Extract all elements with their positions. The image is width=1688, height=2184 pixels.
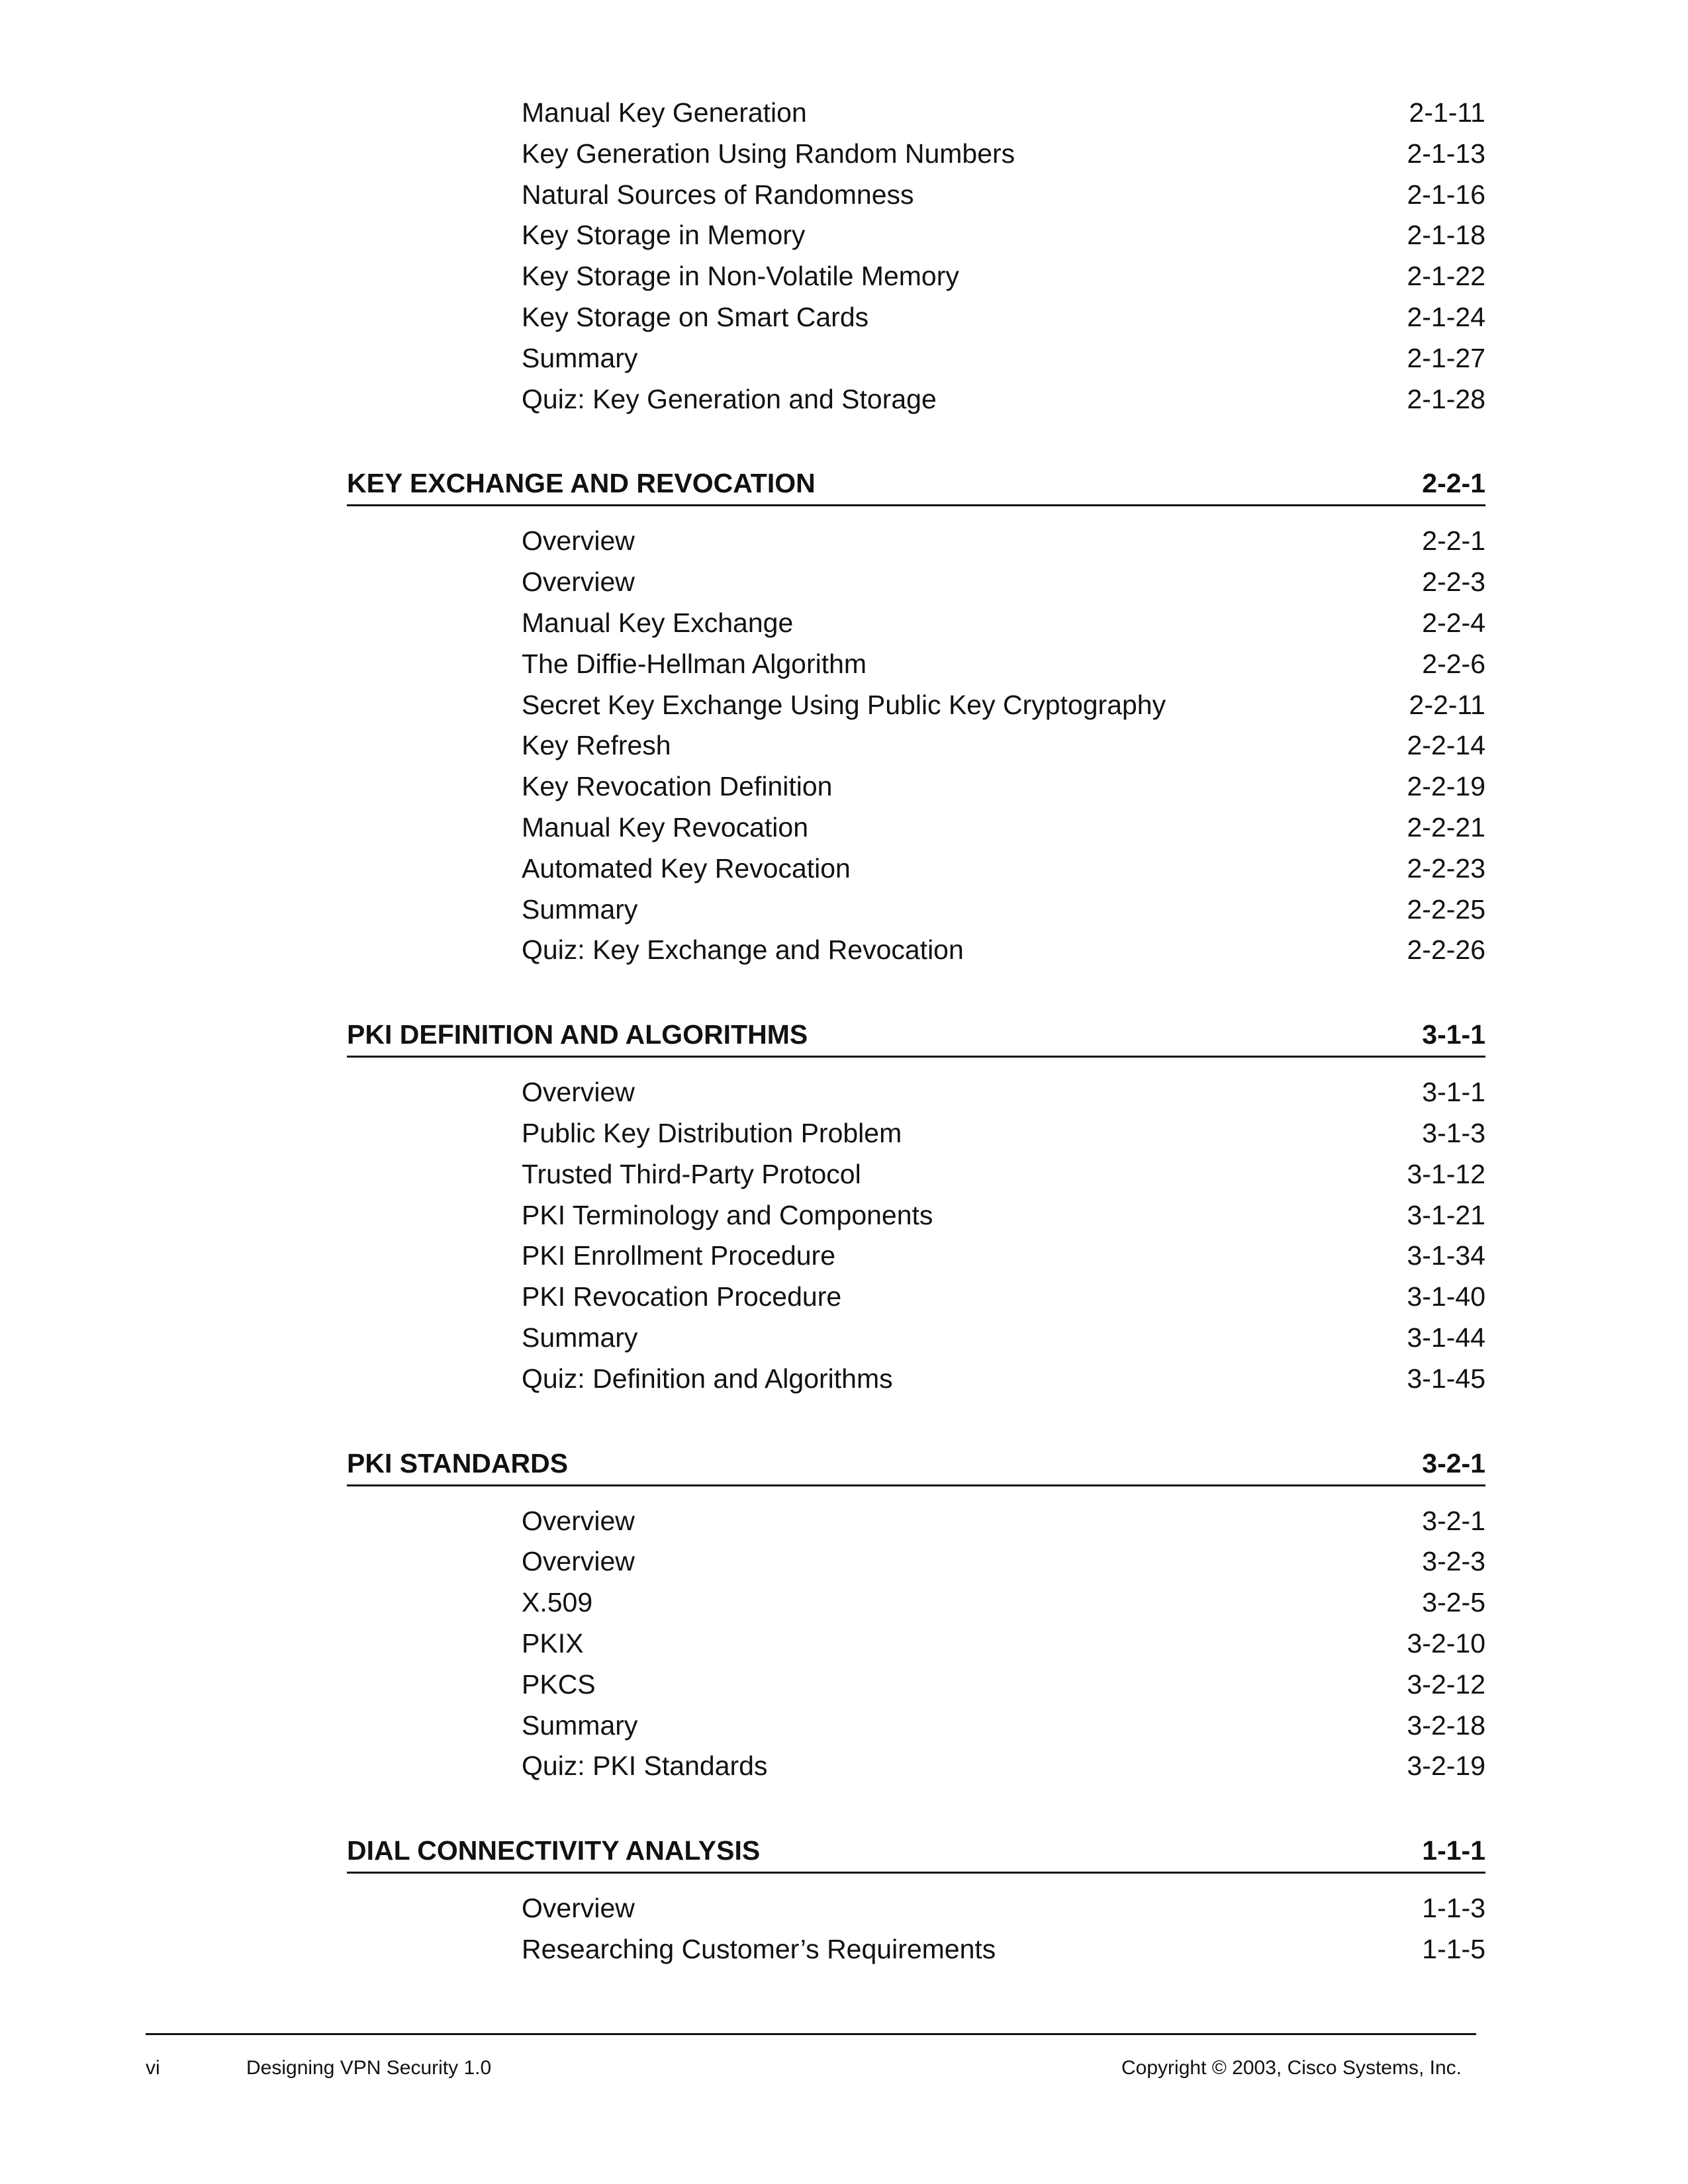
entry-page-number: 3-2-19 [1407,1751,1485,1782]
entry-title: Summary [522,893,638,925]
entry-title: Overview [522,567,635,598]
entry-page-number: 2-1-16 [1407,179,1485,210]
toc-section-heading[interactable] [347,1013,1485,1058]
toc-entry[interactable] [522,1359,1485,1400]
entry-title: Natural Sources of Randomness [522,179,914,210]
toc-entry[interactable] [522,297,1485,338]
entry-page-number: 2-1-18 [1407,220,1485,251]
toc-entry[interactable] [522,93,1485,134]
entry-title: Manual Key Generation [522,97,807,128]
entry-page-number: 2-1-24 [1407,301,1485,332]
entry-page-number: 2-2-26 [1407,934,1485,966]
entry-page-number: 2-2-6 [1422,648,1485,679]
section-title: KEY EXCHANGE AND REVOCATION [347,468,816,499]
footer-copyright: Copyright © 2003, Cisco Systems, Inc. [1121,2057,1462,2079]
entry-page-number: 2-2-3 [1422,567,1485,598]
entry-title: Overview [522,1546,635,1577]
toc-entry[interactable] [522,725,1485,766]
entry-page-number: 3-1-34 [1407,1240,1485,1271]
footer-page-number: vi [146,2057,160,2079]
entry-page-number: 3-2-12 [1407,1668,1485,1700]
entry-page-number: 2-2-25 [1407,893,1485,925]
toc-entry[interactable] [522,215,1485,256]
entry-page-number: 3-1-45 [1407,1363,1485,1394]
toc-entry[interactable] [522,1154,1485,1195]
entry-title: Secret Key Exchange Using Public Key Cryptography [522,689,1166,720]
entry-page-number: 3-2-1 [1422,1505,1485,1536]
toc-entry[interactable] [522,175,1485,216]
toc-section-heading[interactable] [347,1442,1485,1486]
entry-page-number: 2-1-11 [1409,97,1485,128]
entry-page-number: 2-2-4 [1422,607,1485,638]
entry-page-number: 2-2-11 [1409,689,1485,720]
entry-page-number: 2-2-23 [1407,852,1485,884]
footer-rule [146,2033,1476,2035]
section-page-number: 2-2-1 [1422,468,1485,499]
toc-entry[interactable] [522,1888,1485,1929]
section-spacer [347,1486,1485,1501]
entry-page-number: 1-1-5 [1422,1933,1485,1964]
toc-entry[interactable] [522,338,1485,379]
section-title: PKI DEFINITION AND ALGORITHMS [347,1019,808,1050]
toc-entry[interactable] [522,644,1485,685]
entry-title: Key Refresh [522,730,671,761]
toc-entry[interactable] [522,603,1485,644]
entry-page-number: 2-2-19 [1407,771,1485,802]
toc-entry[interactable] [522,1501,1485,1542]
toc-entry[interactable] [522,1623,1485,1664]
entry-title: Quiz: Key Exchange and Revocation [522,934,964,966]
toc-entry[interactable] [522,1195,1485,1236]
toc-entry[interactable] [522,256,1485,297]
entry-title: Researching Customer’s Requirements [522,1933,996,1964]
section-title: PKI STANDARDS [347,1447,569,1479]
toc-entry[interactable] [522,930,1485,971]
entry-page-number: 3-2-10 [1407,1627,1485,1659]
entry-page-number: 3-1-1 [1422,1077,1485,1108]
entry-page-number: 3-2-3 [1422,1546,1485,1577]
toc-entry[interactable] [522,1277,1485,1318]
section-page-number: 3-2-1 [1422,1447,1485,1479]
toc-entry[interactable] [522,521,1485,562]
entry-page-number: 3-1-21 [1407,1199,1485,1230]
entry-page-number: 2-1-27 [1407,342,1485,373]
footer-book-title: Designing VPN Security 1.0 [246,2057,492,2079]
entry-page-number: 3-1-44 [1407,1322,1485,1353]
entry-title: Summary [522,1322,638,1353]
entry-title: Key Storage in Non-Volatile Memory [522,261,959,292]
entry-page-number: 2-1-13 [1407,138,1485,169]
toc-entry[interactable] [522,562,1485,603]
entry-title: PKCS [522,1668,596,1700]
entry-title: Overview [522,1893,635,1924]
section-spacer [347,420,1485,462]
entry-page-number: 2-2-21 [1407,811,1485,842]
entry-title: Automated Key Revocation [522,852,851,884]
entry-title: Overview [522,525,635,557]
toc-entry[interactable] [522,1541,1485,1582]
toc-entry[interactable] [522,1746,1485,1787]
toc-entry[interactable] [522,1582,1485,1623]
entry-title: Public Key Distribution Problem [522,1117,902,1148]
entry-page-number: 3-1-40 [1407,1281,1485,1312]
entry-title: Key Generation Using Random Numbers [522,138,1015,169]
entry-title: Manual Key Revocation [522,811,809,842]
entry-title: Summary [522,342,638,373]
section-spacer [347,1058,1485,1072]
entry-page-number: 2-2-1 [1422,525,1485,557]
toc-entry[interactable] [522,1318,1485,1359]
entry-title: Overview [522,1505,635,1536]
entry-title: PKIX [522,1627,584,1659]
section-spacer [347,506,1485,521]
entry-title: Quiz: Definition and Algorithms [522,1363,893,1394]
section-spacer [347,1874,1485,1888]
entry-page-number: 3-2-5 [1422,1587,1485,1618]
entry-title: Key Storage on Smart Cards [522,301,869,332]
entry-title: Key Revocation Definition [522,771,833,802]
entry-page-number: 2-2-14 [1407,730,1485,761]
entry-title: Summary [522,1709,638,1741]
entry-title: Overview [522,1077,635,1108]
entry-title: PKI Revocation Procedure [522,1281,842,1312]
entry-title: X.509 [522,1587,593,1618]
toc-entry[interactable] [522,1664,1485,1706]
entry-page-number: 2-1-22 [1407,261,1485,292]
section-spacer [347,1787,1485,1829]
toc-entry[interactable] [522,1072,1485,1113]
entry-title: PKI Terminology and Components [522,1199,933,1230]
section-title: DIAL CONNECTIVITY ANALYSIS [347,1835,761,1866]
toc-section-heading[interactable] [347,462,1485,506]
entry-title: Manual Key Exchange [522,607,794,638]
entry-page-number: 3-1-12 [1407,1158,1485,1189]
toc-entry[interactable] [522,766,1485,807]
section-spacer [347,971,1485,1013]
toc-entry[interactable] [522,1236,1485,1277]
entry-title: Quiz: PKI Standards [522,1751,768,1782]
toc-entry[interactable] [522,685,1485,726]
toc-entry[interactable] [522,848,1485,889]
toc-entry[interactable] [522,1113,1485,1154]
entry-page-number: 3-1-3 [1422,1117,1485,1148]
toc-entry[interactable] [522,379,1485,420]
toc-entry[interactable] [522,1929,1485,1970]
entry-page-number: 3-2-18 [1407,1709,1485,1741]
entry-page-number: 2-1-28 [1407,383,1485,414]
entry-title: Quiz: Key Generation and Storage [522,383,937,414]
entry-title: The Diffie-Hellman Algorithm [522,648,867,679]
entry-title: Trusted Third-Party Protocol [522,1158,861,1189]
table-of-contents [347,93,1485,1970]
entry-title: Key Storage in Memory [522,220,806,251]
entry-page-number: 1-1-3 [1422,1893,1485,1924]
section-page-number: 3-1-1 [1422,1019,1485,1050]
toc-entry[interactable] [522,889,1485,931]
toc-entry[interactable] [522,134,1485,175]
entry-title: PKI Enrollment Procedure [522,1240,836,1271]
section-spacer [347,1400,1485,1442]
toc-entry[interactable] [522,1706,1485,1747]
toc-entry[interactable] [522,807,1485,848]
toc-section-heading[interactable] [347,1829,1485,1874]
section-page-number: 1-1-1 [1422,1835,1485,1866]
